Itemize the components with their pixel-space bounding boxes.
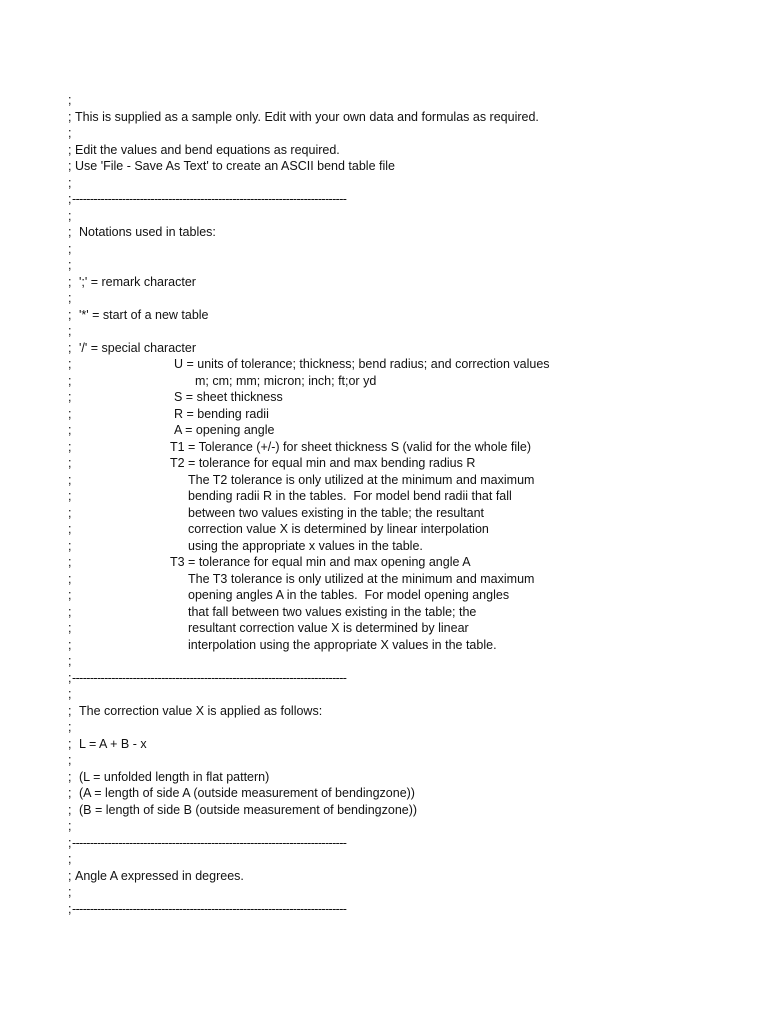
line-text: between two values existing in the table; the resultant [188, 505, 485, 520]
remark-char: ; [68, 456, 72, 470]
separator-line: ; [68, 670, 71, 685]
remark-char: ; [68, 786, 72, 800]
line-text: A = opening angle [174, 423, 275, 437]
remark-char: ; [68, 274, 72, 289]
remark-char: ; [68, 621, 72, 635]
separator-line: ; [68, 901, 71, 916]
line-text: Notations used in tables: [79, 225, 216, 239]
separator-dashes: ----------------------------------------------------------------------------- [72, 835, 347, 850]
line-text: correction value X is determined by linear interpolation [188, 522, 489, 536]
line-text: Angle A expressed in degrees. [75, 868, 244, 883]
line-text: T3 = tolerance for equal min and max opening angle A [170, 555, 471, 569]
remark-char: ; [68, 489, 72, 503]
separator-dashes: ----------------------------------------------------------------------------- [72, 192, 347, 206]
remark-char: ; [68, 439, 72, 454]
remark-char: ; [68, 637, 72, 652]
remark-char: ; [68, 175, 72, 190]
line-text: This is supplied as a sample only. Edit with your own data and formulas as required. [75, 109, 539, 124]
remark-char: ; [68, 571, 72, 586]
remark-char: ; [68, 736, 72, 751]
remark-char: ; [68, 769, 72, 784]
line-text: Edit the values and bend equations as required. [75, 142, 340, 157]
remark-char: ; [68, 802, 72, 817]
separator-dashes: ----------------------------------------------------------------------------- [72, 901, 347, 916]
line-text: that fall between two values existing in the table; the [188, 604, 477, 619]
remark-char: ; [68, 819, 72, 833]
remark-char: ; [68, 225, 72, 239]
line-text: m; cm; mm; micron; inch; ft;or yd [195, 373, 377, 388]
line-text: S = sheet thickness [174, 390, 283, 404]
remark-char: ; [68, 406, 72, 421]
remark-char: ; [68, 307, 72, 322]
line-text: using the appropriate x values in the table. [188, 538, 423, 553]
remark-char: ; [68, 852, 72, 866]
remark-char: ; [68, 159, 72, 173]
remark-char: ; [68, 373, 72, 388]
remark-char: ; [68, 555, 72, 569]
line-text: T2 = tolerance for equal min and max bending radius R [170, 456, 476, 470]
line-text: (L = unfolded length in flat pattern) [79, 769, 270, 784]
line-text: L = A + B - x [79, 736, 147, 751]
remark-char: ; [68, 753, 72, 767]
line-text: R = bending radii [174, 406, 269, 421]
line-text: T1 = Tolerance (+/-) for sheet thickness S (valid for the whole file) [170, 439, 532, 454]
remark-char: ; [68, 687, 72, 701]
line-text: ';' = remark character [79, 274, 196, 289]
separator-line: ; [68, 835, 71, 850]
line-text: '*' = start of a new table [79, 307, 209, 322]
line-text: '/' = special character [79, 340, 196, 355]
remark-char: ; [68, 93, 72, 107]
remark-char: ; [68, 357, 72, 371]
line-text: The T2 tolerance is only utilized at the minimum and maximum [188, 472, 535, 487]
remark-char: ; [68, 324, 72, 338]
remark-char: ; [68, 109, 72, 124]
remark-char: ; [68, 703, 72, 718]
line-text: (B = length of side B (outside measurement of bendingzone)) [79, 802, 418, 817]
remark-char: ; [68, 472, 72, 487]
remark-char: ; [68, 241, 72, 256]
remark-char: ; [68, 142, 72, 157]
remark-char: ; [68, 522, 72, 536]
remark-char: ; [68, 291, 72, 305]
remark-char: ; [68, 258, 72, 272]
remark-char: ; [68, 340, 72, 355]
line-text: The T3 tolerance is only utilized at the minimum and maximum [188, 571, 535, 586]
remark-char: ; [68, 720, 72, 734]
remark-char: ; [68, 588, 72, 602]
remark-char: ; [68, 423, 72, 437]
line-text: (A = length of side A (outside measurement of bendingzone)) [79, 786, 415, 800]
remark-char: ; [68, 126, 72, 140]
line-text: Use 'File - Save As Text' to create an ASCII bend table file [75, 159, 395, 173]
remark-char: ; [68, 654, 72, 668]
line-text: interpolation using the appropriate X values in the table. [188, 637, 497, 652]
remark-char: ; [68, 208, 72, 223]
line-text: opening angles A in the tables. For model opening angles [188, 588, 510, 602]
remark-char: ; [68, 885, 72, 899]
line-text: bending radii R in the tables. For model bend radii that fall [188, 489, 512, 503]
separator-dashes: ----------------------------------------------------------------------------- [72, 670, 347, 685]
remark-char: ; [68, 538, 72, 553]
remark-char: ; [68, 505, 72, 520]
remark-char: ; [68, 604, 72, 619]
remark-char: ; [68, 390, 72, 404]
line-text: U = units of tolerance; thickness; bend radius; and correction values [174, 357, 550, 371]
line-text: resultant correction value X is determined by linear [188, 621, 469, 635]
remark-char: ; [68, 868, 72, 883]
line-text: The correction value X is applied as follows: [79, 703, 323, 718]
separator-line: ; [68, 192, 71, 206]
